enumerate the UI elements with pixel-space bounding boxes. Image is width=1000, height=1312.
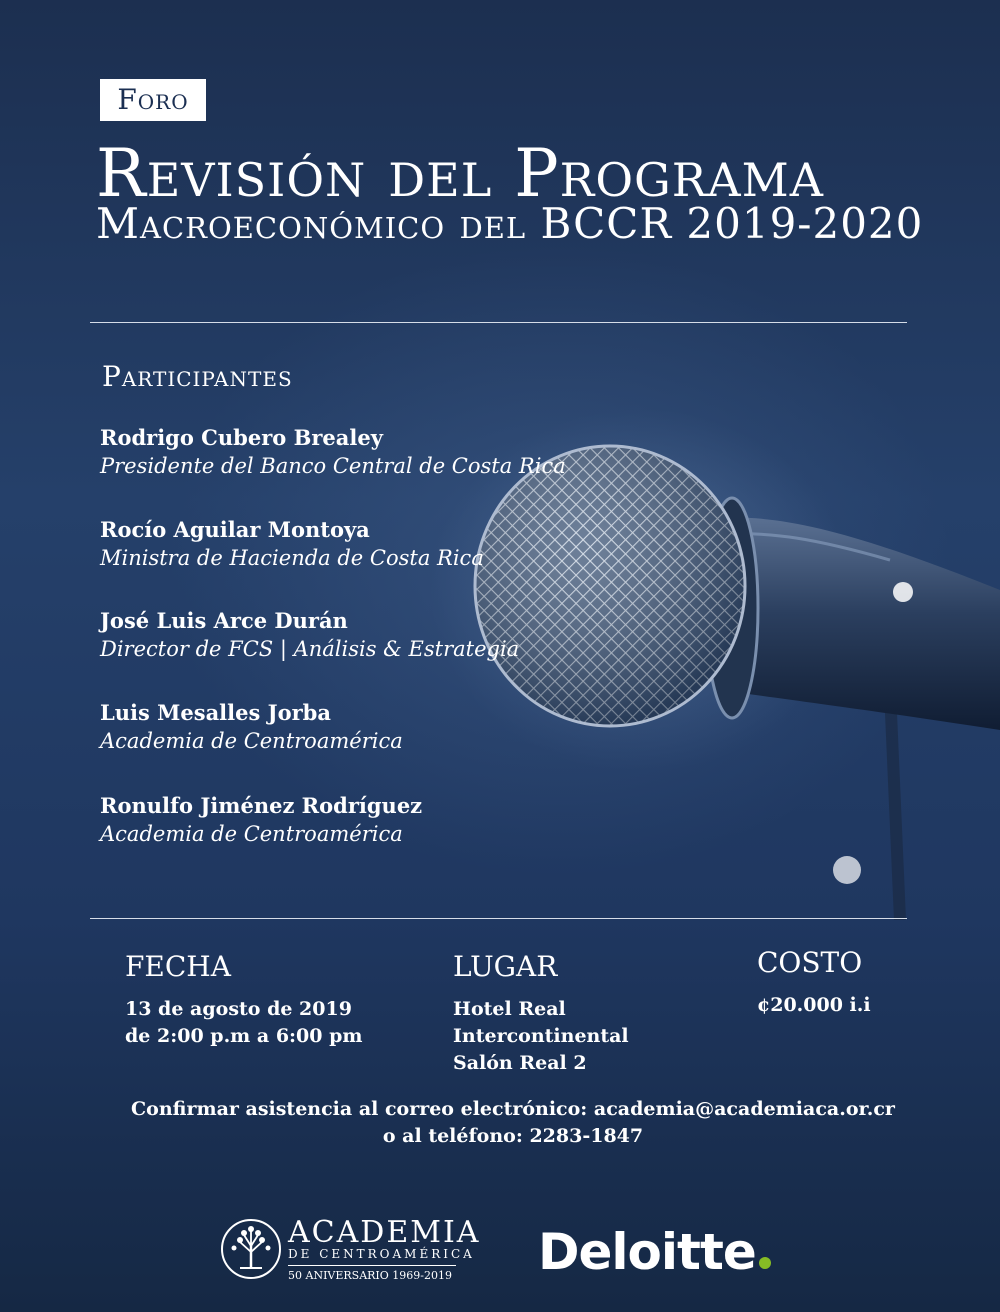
contact-phone-line: o al teléfono: 2283-1847	[382, 1125, 644, 1147]
costo-section	[757, 946, 871, 1019]
participant-item	[100, 424, 566, 480]
deloitte-logo	[538, 1222, 771, 1282]
top-divider	[90, 322, 907, 323]
academia-logo-name: ACADEMIA	[288, 1215, 481, 1250]
fecha-line: de 2:00 p.m a 6:00 pm	[125, 1025, 363, 1047]
academia-logo-subtitle: DE CENTROAMÉRICA	[288, 1247, 475, 1261]
participant-name: Ronulfo Jiménez Rodríguez	[100, 793, 423, 818]
page-title: Revisión del Programa	[96, 135, 824, 212]
forum-badge: Foro	[100, 79, 206, 121]
lugar-line: Hotel Real	[453, 998, 566, 1020]
contact-info	[0, 1096, 1000, 1150]
deloitte-dot-icon	[759, 1257, 771, 1269]
microphone-icon	[470, 440, 1000, 920]
participant-name: Luis Mesalles Jorba	[100, 700, 331, 725]
participant-name: José Luis Arce Durán	[100, 608, 348, 633]
contact-email-line: Confirmar asistencia al correo electrónico: academia@academiaca.or.cr	[131, 1098, 895, 1120]
deloitte-logo-text: Deloitte	[538, 1223, 756, 1281]
participant-role: Director de FCS | Análisis & Estrategia	[100, 637, 520, 661]
participant-name: Rocío Aguilar Montoya	[100, 517, 370, 542]
participant-role: Academia de Centroamérica	[100, 822, 403, 846]
lugar-section	[453, 950, 629, 1077]
fecha-line: 13 de agosto de 2019	[125, 998, 352, 1020]
participant-role: Academia de Centroamérica	[100, 729, 403, 753]
costo-line: ¢20.000 i.i	[757, 994, 871, 1016]
page-subtitle: Macroeconómico del BCCR 2019-2020	[96, 199, 924, 248]
participant-item	[100, 607, 519, 663]
academia-logo-rule	[288, 1265, 456, 1266]
costo-heading: COSTO	[757, 946, 863, 979]
bottom-divider	[90, 918, 907, 919]
lugar-line: Salón Real 2	[453, 1052, 587, 1074]
academia-logo-anniversary: 50 ANIVERSARIO 1969-2019	[288, 1269, 452, 1282]
participant-role: Ministra de Hacienda de Costa Rica	[100, 546, 484, 570]
lugar-heading: LUGAR	[453, 950, 558, 983]
participant-item	[100, 699, 403, 755]
academia-tree-logo-icon	[220, 1218, 282, 1280]
fecha-heading: FECHA	[125, 950, 231, 983]
fecha-section	[125, 950, 363, 1050]
lugar-line: Intercontinental	[453, 1025, 629, 1047]
participants-heading: Participantes	[102, 360, 293, 393]
participant-name: Rodrigo Cubero Brealey	[100, 425, 383, 450]
participant-item	[100, 516, 484, 572]
participant-role: Presidente del Banco Central de Costa Rica	[100, 454, 566, 478]
participant-item	[100, 792, 422, 848]
